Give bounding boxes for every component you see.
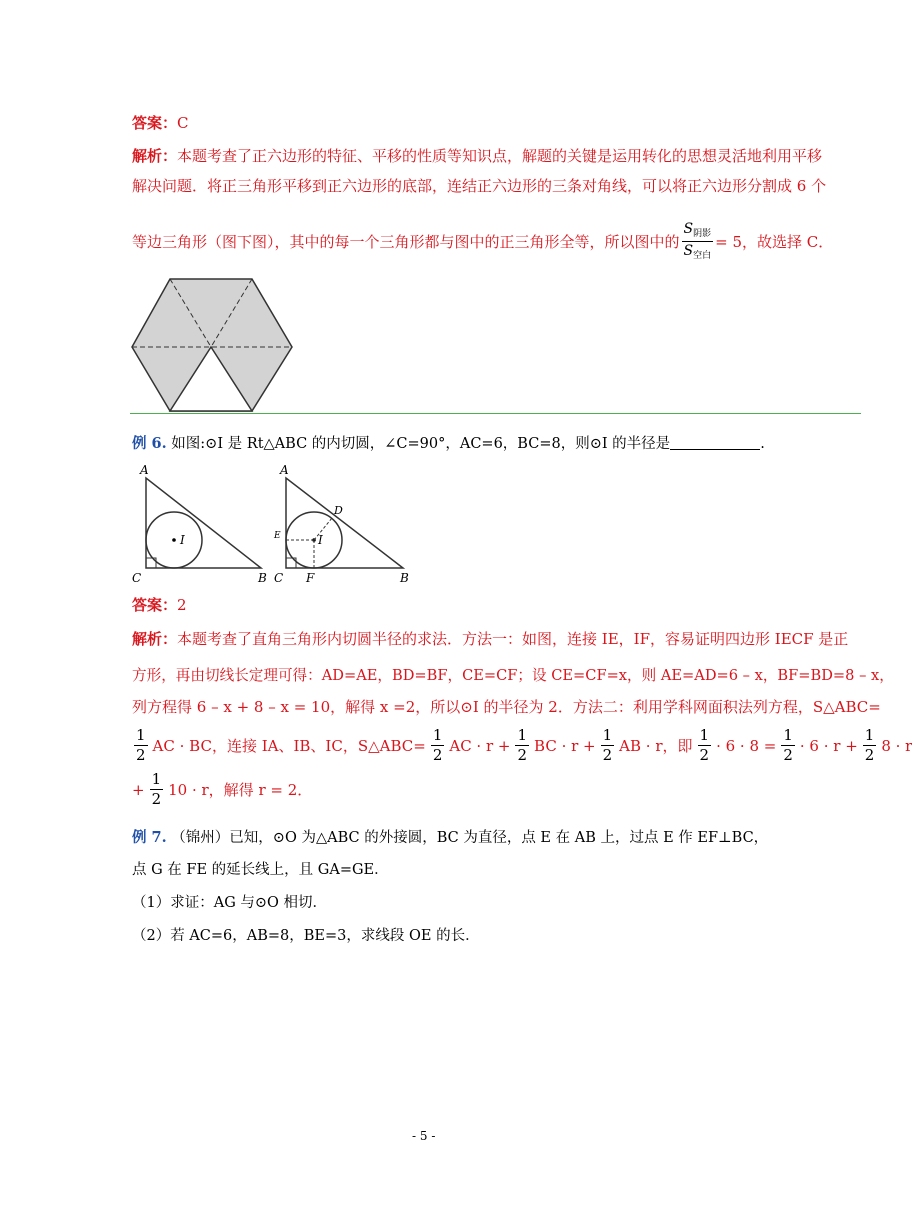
example-text: 如图:⊙I 是 Rt△ABC 的内切圆，∠C=90°，AC=6，BC=8，则⊙I 的半径是 (171, 436, 671, 452)
label-I: I (180, 533, 185, 547)
example-label: 例 7. (132, 829, 167, 846)
example-7-line-2: 点 G 在 FE 的延长线上，且 GA=GE． (132, 862, 389, 878)
analysis-label: 解析： (132, 147, 178, 165)
answer-blank (670, 435, 760, 450)
label-A: A (280, 463, 289, 477)
analysis-1-line-1 (132, 145, 822, 166)
label-E: E (274, 531, 281, 541)
label-F: F (306, 571, 315, 585)
analysis-1-line-2: 解决问题．将正三角形平移到正六边形的底部，连结正六边形的三条对角线，可以将正六边形分割成 6 个 (132, 177, 827, 195)
analysis-2-line-1 (132, 628, 848, 649)
answer-label: 答案： (132, 596, 178, 614)
incircle-figures (128, 462, 428, 587)
example-6: 例 6. 如图:⊙I 是 Rt△ABC 的内切圆，∠C=90°，AC=6，BC=8，则⊙I 的半径是 . (132, 435, 765, 452)
question-1: （1）求证：AG 与⊙O 相切． (132, 895, 328, 911)
analysis-1-line-3 (132, 222, 833, 261)
label-B: B (400, 571, 409, 585)
analysis-2-line-4: $\frac{1}{2}$ AC · BC，连接 IA、IB、IC，S△ABC= $\frac{1}{2}$ AC · r + $\frac{1}{2}$ BC · r + $\frac{1}{2}$ AB · r，即 $\frac{1}{2}$ · 6 · 8 = $\frac{1}{2}$ · 6 · r + $\frac{1}{2}$ 8 · r (136, 726, 912, 764)
question-2: （2）若 AC=6，AB=8，BE=3，求线段 OE 的长． (132, 928, 480, 944)
divider (130, 413, 861, 414)
label-D: D (334, 504, 343, 517)
label-C: C (132, 571, 142, 585)
example-7-line-1 (132, 826, 768, 847)
example-label: 例 6. (132, 435, 167, 452)
area-ratio-fraction: $\frac{S_{阴影}}{S_{空白}}$ (683, 221, 712, 261)
label-B: B (258, 571, 267, 585)
analysis-text: = 5，故选择 C． (715, 233, 834, 251)
answer-1 (132, 112, 189, 133)
analysis-2-line-3: 列方程得 6 – x + 8 – x = 10，解得 x =2，所以⊙I 的半径为 2．方法二：利用学科网面积法列方程，S△ABC= (132, 698, 881, 716)
analysis-text: 本题考查了正六边形的特征、平移的性质等知识点，解题的关键是运用转化的思想灵活地利用平移 (177, 147, 823, 165)
analysis-text: 本题考查了直角三角形内切圆半径的求法．方法一：如图，连接 IE，IF，容易证明四边形 IECF 是正 (177, 630, 849, 648)
hexagon-figure (130, 277, 295, 413)
label-I: I (318, 533, 323, 547)
analysis-2-line-5: + $\frac{1}{2}$ 10 · r，解得 r = 2． (132, 770, 313, 808)
answer-2 (132, 594, 187, 615)
analysis-label: 解析： (132, 630, 178, 648)
page-number: - 5 - (412, 1129, 436, 1143)
analysis-2-line-2: 方形，再由切线长定理可得：AD=AE，BD=BF，CE=CF；设 CE=CF=x，则 AE=AD=6 – x，BF=BD=8 – x， (132, 667, 894, 684)
analysis-text: 等边三角形（图下图），其中的每一个三角形都与图中的正三角形全等，所以图中的 (132, 233, 680, 251)
answer-value: C (177, 114, 189, 132)
label-C: C (274, 571, 284, 585)
answer-value: 2 (177, 596, 187, 614)
label-A: A (140, 463, 149, 477)
answer-label: 答案： (132, 114, 178, 132)
example-text: （锦州）已知，⊙O 为△ABC 的外接圆，BC 为直径，点 E 在 AB 上，过点 E 作 EF⊥BC， (171, 830, 769, 846)
